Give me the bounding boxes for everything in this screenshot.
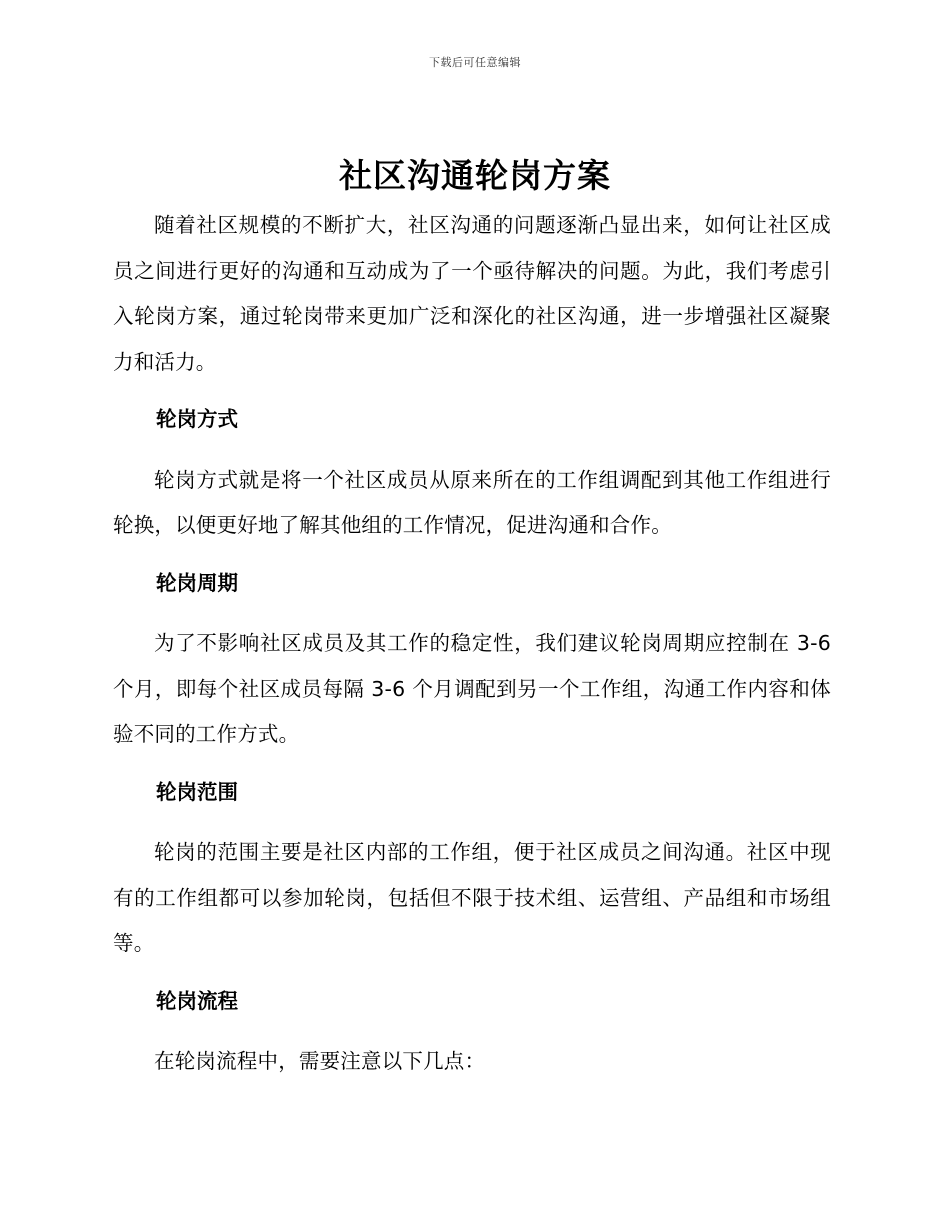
spacer xyxy=(113,815,831,830)
section-body-process: 在轮岗流程中，需要注意以下几点： xyxy=(154,1049,486,1073)
header-note: 下载后可任意编辑 xyxy=(429,56,521,69)
section-body-method: 轮岗方式就是将一个社区成员从原来所在的工作组调配到其他工作组进行轮换，以便更好地了解其他组的工作情况，促进沟通和合作。 xyxy=(113,467,831,537)
spacer xyxy=(113,1024,831,1039)
section-body-cycle: 为了不影响社区成员及其工作的稳定性，我们建议轮岗周期应控制在 3-6 个月，即每个社区成员每隔 3-6 个月调配到另一个工作组，沟通工作内容和体验不同的工作方式。 xyxy=(113,631,831,746)
section-heading-cycle: 轮岗周期 xyxy=(156,570,238,595)
spacer xyxy=(113,967,831,979)
section-heading-process: 轮岗流程 xyxy=(156,988,238,1013)
spacer xyxy=(113,606,831,621)
section-body-scope: 轮岗的范围主要是社区内部的工作组，便于社区成员之间沟通。社区中现有的工作组都可以参加轮岗，包括但不限于技术组、运营组、产品组和市场组等。 xyxy=(113,840,831,955)
section-heading-method: 轮岗方式 xyxy=(156,407,238,431)
spacer xyxy=(113,385,831,397)
spacer xyxy=(113,758,831,770)
intro-paragraph: 随着社区规模的不断扩大，社区沟通的问题逐渐凸显出来，如何让社区成员之间进行更好的沟通和互动成为了一个亟待解决的问题。为此，我们考虑引入轮岗方案，通过轮岗带来更加广泛和深化的社区沟通，进一步增强社区凝聚力和活力。 xyxy=(113,213,831,374)
spacer xyxy=(113,443,831,458)
section-heading-scope: 轮岗范围 xyxy=(156,779,238,804)
spacer xyxy=(113,549,831,561)
document-body xyxy=(113,203,831,1085)
document-title: 社区沟通轮岗方案 xyxy=(339,156,611,195)
